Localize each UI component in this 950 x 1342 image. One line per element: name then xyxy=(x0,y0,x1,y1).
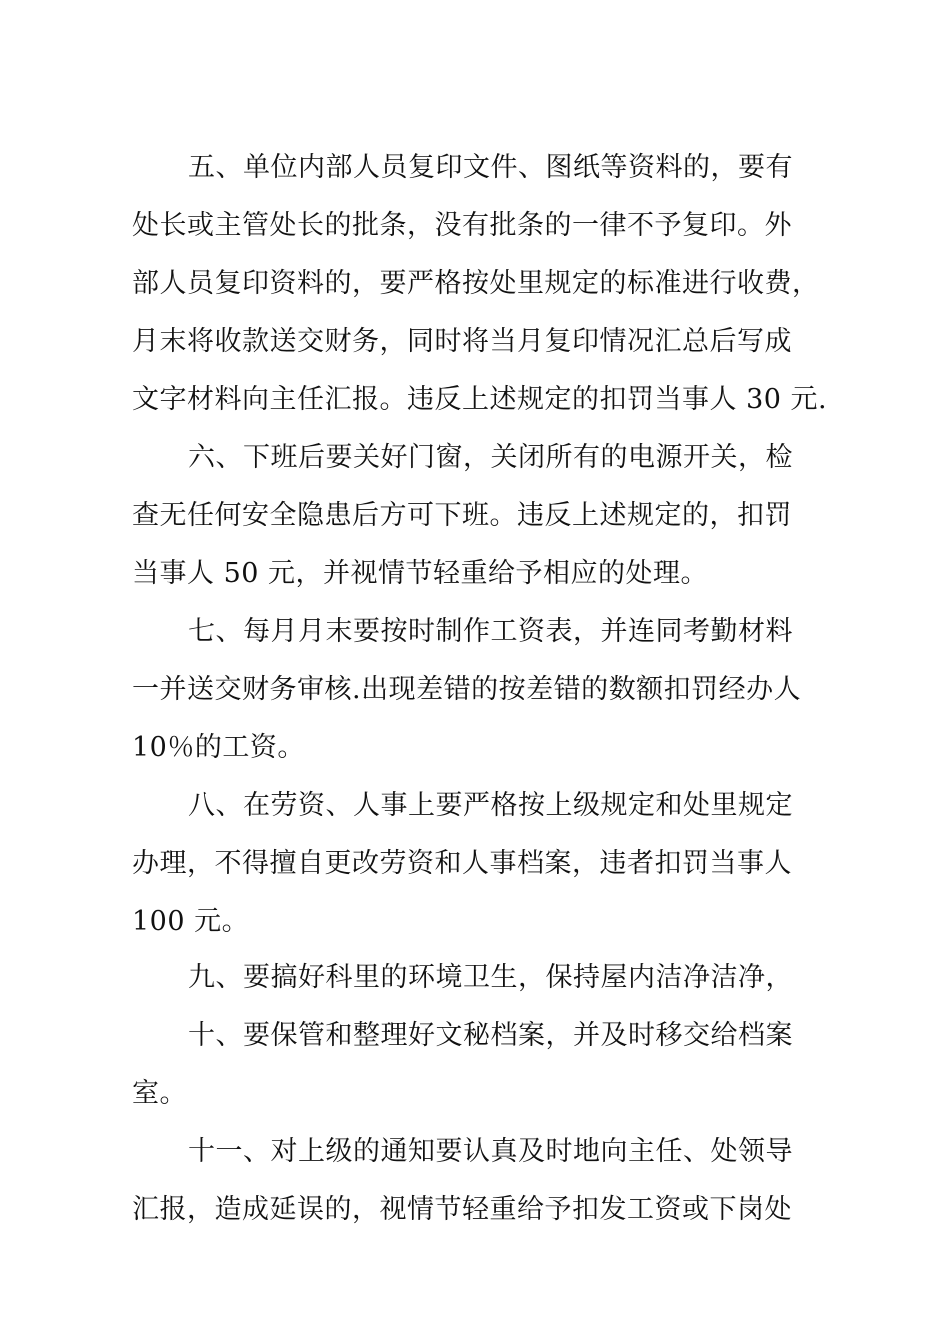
paragraph-5-line-2: 处长或主管处长的批条，没有批条的一律不予复印。外 xyxy=(132,210,792,241)
paragraph-6-line-1: 六、下班后要关好门窗，关闭所有的电源开关，检 xyxy=(188,442,793,473)
paragraph-10-line-2: 室。 xyxy=(132,1078,187,1109)
paragraph-5-line-4: 月末将收款送交财务，同时将当月复印情况汇总后写成 xyxy=(132,326,792,357)
paragraph-5-line-3: 部人员复印资料的，要严格按处里规定的标准进行收费， xyxy=(132,268,820,299)
paragraph-6-line-2: 查无任何安全隐患后方可下班。违反上述规定的，扣罚 xyxy=(132,500,792,531)
paragraph-11-line-2: 汇报，造成延误的，视情节轻重给予扣发工资或下岗处 xyxy=(132,1194,792,1225)
paragraph-6-line-3: 当事人 50 元，并视情节轻重给予相应的处理。 xyxy=(132,558,709,589)
paragraph-5-line-5: 文字材料向主任汇报。违反上述规定的扣罚当事人 30 元. xyxy=(132,384,828,415)
paragraph-8-line-1: 八、在劳资、人事上要严格按上级规定和处里规定 xyxy=(188,790,793,821)
paragraph-7-line-3: 10％的工资。 xyxy=(132,732,305,763)
paragraph-9-line-1: 九、要搞好科里的环境卫生，保持屋内洁净洁净， xyxy=(188,962,793,993)
paragraph-10-line-1: 十、要保管和整理好文秘档案，并及时移交给档案 xyxy=(188,1020,793,1051)
paragraph-11-line-1: 十一、对上级的通知要认真及时地向主任、处领导 xyxy=(188,1136,793,1167)
paragraph-7-line-2: 一并送交财务审核.出现差错的按差错的数额扣罚经办人 xyxy=(132,674,802,705)
paragraph-5-line-1: 五、单位内部人员复印文件、图纸等资料的，要有 xyxy=(188,152,793,183)
paragraph-7-line-1: 七、每月月末要按时制作工资表，并连同考勤材料 xyxy=(188,616,793,647)
paragraph-8-line-2: 办理，不得擅自更改劳资和人事档案，违者扣罚当事人 xyxy=(132,848,792,879)
paragraph-8-line-3: 100 元。 xyxy=(132,906,250,937)
